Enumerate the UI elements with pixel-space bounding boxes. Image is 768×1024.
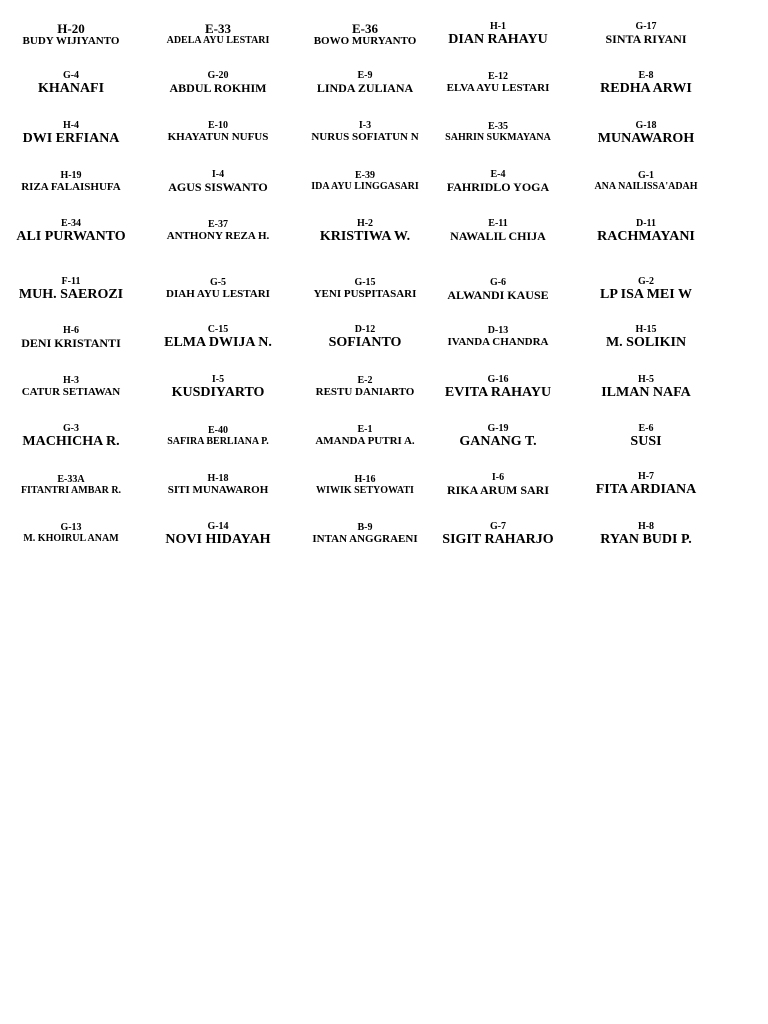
card-code: I-5 bbox=[211, 374, 225, 385]
card-name: LINDA ZULIANA bbox=[316, 80, 414, 95]
card-code: G-1 bbox=[637, 170, 655, 181]
card-code: G-17 bbox=[635, 21, 657, 32]
card-code: E-36 bbox=[351, 21, 378, 36]
card-name: MACHICHA R. bbox=[22, 433, 120, 449]
card-code: H-2 bbox=[356, 218, 374, 229]
card-name: NAWALIL CHIJA bbox=[450, 228, 546, 243]
card-name: ADELA AYU LESTARI bbox=[166, 34, 270, 46]
card-name: SAFIRA BERLIANA P. bbox=[167, 435, 269, 447]
card-name: BUDY WIJIYANTO bbox=[22, 34, 120, 47]
card-name: RIKA ARUM SARI bbox=[446, 482, 550, 497]
card-code: E-39 bbox=[355, 170, 375, 181]
card-name: RACHMAYANI bbox=[597, 228, 695, 244]
name-card bbox=[16, 219, 125, 244]
card-name: FAHRIDLO YOGA bbox=[446, 179, 550, 194]
card-name: M. KHOIRUL ANAM bbox=[23, 532, 119, 544]
card-code: H-18 bbox=[207, 473, 229, 484]
card-code: H-3 bbox=[62, 375, 80, 386]
card-name: IDA AYU LINGGASARI bbox=[311, 180, 419, 192]
name-card bbox=[447, 278, 548, 301]
name-card bbox=[311, 171, 418, 192]
card-code: I-3 bbox=[358, 120, 372, 131]
card-name: CATUR SETIAWAN bbox=[21, 385, 121, 398]
name-card bbox=[165, 522, 270, 547]
card-code: H-20 bbox=[57, 21, 85, 36]
card-code: G-3 bbox=[62, 423, 80, 434]
name-card bbox=[167, 220, 270, 242]
card-code: D-12 bbox=[354, 324, 376, 335]
card-code: C-15 bbox=[207, 324, 229, 335]
card-name: LP ISA MEI W bbox=[600, 286, 692, 302]
card-code: G-18 bbox=[635, 120, 657, 131]
card-name: KUSDIYARTO bbox=[171, 384, 265, 400]
card-name: ANA NAILISSA'ADAH bbox=[594, 180, 698, 192]
name-card bbox=[448, 326, 549, 348]
card-code: G-5 bbox=[209, 277, 227, 288]
card-code: H-6 bbox=[62, 325, 80, 336]
card-code: E-10 bbox=[207, 120, 228, 131]
card-name: DIAN RAHAYU bbox=[448, 31, 548, 47]
name-card bbox=[447, 72, 550, 94]
card-name: KHAYATUN NUFUS bbox=[167, 130, 269, 143]
name-card bbox=[601, 375, 691, 400]
card-name: DENI KRISTANTI bbox=[21, 335, 121, 350]
name-card bbox=[447, 473, 549, 496]
name-card bbox=[630, 424, 661, 449]
name-card bbox=[168, 121, 269, 143]
card-name: ELVA AYU LESTARI bbox=[446, 81, 550, 94]
name-card bbox=[311, 121, 418, 143]
card-code: E-35 bbox=[487, 121, 508, 132]
card-name: GANANG T. bbox=[459, 433, 537, 449]
card-name: BOWO MURYANTO bbox=[313, 34, 417, 47]
card-name: SITI MUNAWAROH bbox=[167, 483, 269, 496]
card-name: M. SOLIKIN bbox=[605, 334, 687, 350]
name-card bbox=[445, 375, 551, 400]
card-name: RYAN BUDI P. bbox=[600, 531, 692, 547]
card-name: FITANTRI AMBAR R. bbox=[20, 484, 122, 496]
card-code: F-11 bbox=[61, 276, 81, 287]
card-code: H-16 bbox=[354, 474, 376, 485]
name-card bbox=[459, 424, 536, 449]
card-code: G-15 bbox=[354, 277, 376, 288]
name-card bbox=[314, 278, 417, 300]
card-code: H-7 bbox=[637, 471, 655, 482]
card-code: E-6 bbox=[638, 423, 654, 434]
card-name: ALWANDI KAUSE bbox=[447, 287, 549, 302]
card-name: ILMAN NAFA bbox=[601, 384, 691, 400]
card-code: G-7 bbox=[489, 521, 507, 532]
card-name: ELMA DWIJA N. bbox=[164, 334, 272, 350]
card-code: H-8 bbox=[637, 521, 655, 532]
name-card bbox=[450, 219, 546, 242]
card-code: E-33A bbox=[57, 474, 85, 485]
card-code: E-12 bbox=[487, 71, 508, 82]
card-code: G-2 bbox=[637, 276, 655, 287]
card-code: G-20 bbox=[207, 70, 229, 81]
name-card bbox=[21, 171, 121, 193]
name-card bbox=[329, 325, 402, 350]
card-code: E-4 bbox=[490, 169, 506, 180]
card-name: AGUS SISWANTO bbox=[168, 179, 268, 194]
card-name: SINTA RIYANI bbox=[605, 31, 687, 46]
card-code: G-19 bbox=[487, 423, 509, 434]
name-card bbox=[315, 425, 414, 447]
card-code: E-9 bbox=[357, 70, 373, 81]
card-name: KHANAFI bbox=[37, 80, 105, 96]
card-name: INTAN ANGGRAENI bbox=[312, 532, 418, 545]
name-card bbox=[314, 22, 417, 47]
name-card bbox=[316, 475, 414, 496]
card-code: G-14 bbox=[207, 521, 229, 532]
card-code: G-6 bbox=[489, 277, 507, 288]
name-card bbox=[447, 170, 549, 193]
name-card bbox=[312, 523, 417, 545]
card-name: SAHRIN SUKMAYANA bbox=[445, 131, 551, 143]
card-name: ALI PURWANTO bbox=[16, 228, 126, 244]
name-card bbox=[448, 22, 547, 47]
card-code: H-4 bbox=[62, 120, 80, 131]
card-code: H-1 bbox=[489, 21, 507, 32]
card-code: E-8 bbox=[638, 70, 654, 81]
card-code: E-37 bbox=[207, 219, 228, 230]
card-code: E-2 bbox=[357, 375, 373, 386]
card-code: E-34 bbox=[60, 218, 81, 229]
card-code: I-4 bbox=[211, 169, 225, 180]
card-name: ANTHONY REZA H. bbox=[166, 229, 270, 242]
name-card bbox=[597, 219, 695, 244]
name-card bbox=[23, 22, 120, 47]
name-card bbox=[169, 71, 266, 94]
card-code: I-6 bbox=[491, 472, 505, 483]
name-card bbox=[317, 71, 413, 94]
card-name: MUNAWAROH bbox=[597, 130, 695, 146]
name-card bbox=[172, 375, 265, 400]
card-name: ABDUL ROKHIM bbox=[169, 80, 267, 95]
card-name: NOVI HIDAYAH bbox=[165, 531, 271, 547]
name-card bbox=[598, 121, 694, 146]
card-name: FITA ARDIANA bbox=[595, 481, 697, 497]
card-name: SOFIANTO bbox=[328, 334, 402, 350]
name-card bbox=[594, 171, 697, 192]
card-code: G-4 bbox=[62, 70, 80, 81]
card-code: E-1 bbox=[357, 424, 373, 435]
card-name: AMANDA PUTRI A. bbox=[315, 434, 415, 447]
card-code: H-15 bbox=[635, 324, 657, 335]
card-code: B-9 bbox=[357, 522, 373, 533]
card-code: D-13 bbox=[487, 325, 509, 336]
card-code: E-11 bbox=[488, 218, 508, 229]
name-card bbox=[22, 424, 119, 449]
name-card bbox=[600, 277, 692, 302]
name-card bbox=[600, 71, 692, 96]
name-card bbox=[22, 376, 121, 398]
name-card bbox=[596, 472, 696, 497]
name-card bbox=[316, 376, 415, 398]
name-card bbox=[23, 523, 118, 544]
card-name: RIZA FALAISHUFA bbox=[21, 180, 121, 193]
name-card bbox=[600, 522, 691, 547]
card-name: IVANDA CHANDRA bbox=[447, 335, 549, 348]
name-card bbox=[606, 325, 686, 350]
card-name: MUH. SAEROZI bbox=[18, 286, 124, 302]
name-card bbox=[38, 71, 104, 96]
name-card bbox=[23, 121, 120, 146]
name-card bbox=[445, 122, 551, 143]
card-code: D-11 bbox=[635, 218, 656, 229]
card-name: DIAH AYU LESTARI bbox=[166, 287, 270, 300]
name-card bbox=[21, 475, 121, 496]
name-card bbox=[167, 426, 269, 447]
card-name: SIGIT RAHARJO bbox=[442, 531, 554, 547]
card-name: WIWIK SETYOWATI bbox=[316, 484, 414, 496]
card-code: E-33 bbox=[205, 21, 231, 36]
name-card bbox=[320, 219, 410, 244]
card-name: KRISTIWA W. bbox=[319, 228, 411, 244]
name-card bbox=[442, 522, 553, 547]
card-code: H-19 bbox=[60, 170, 82, 181]
card-name: REDHA ARWI bbox=[600, 80, 692, 96]
card-code: H-5 bbox=[637, 374, 655, 385]
card-code: G-13 bbox=[60, 522, 82, 533]
card-name: SUSI bbox=[630, 433, 662, 449]
card-name: YENI PUSPITASARI bbox=[313, 287, 417, 300]
card-name: EVITA RAHAYU bbox=[444, 384, 552, 400]
card-name: DWI ERFIANA bbox=[22, 130, 120, 146]
name-card bbox=[21, 326, 120, 349]
name-card bbox=[168, 474, 269, 496]
card-name: NURUS SOFIATUN N bbox=[311, 130, 419, 143]
name-card bbox=[167, 22, 270, 46]
name-card bbox=[164, 325, 272, 350]
name-card bbox=[168, 170, 267, 193]
card-name: RESTU DANIARTO bbox=[315, 385, 415, 398]
card-code: G-16 bbox=[487, 374, 509, 385]
name-card bbox=[605, 22, 686, 45]
name-card bbox=[166, 278, 270, 300]
name-card bbox=[19, 277, 123, 302]
card-code: E-40 bbox=[207, 425, 228, 436]
